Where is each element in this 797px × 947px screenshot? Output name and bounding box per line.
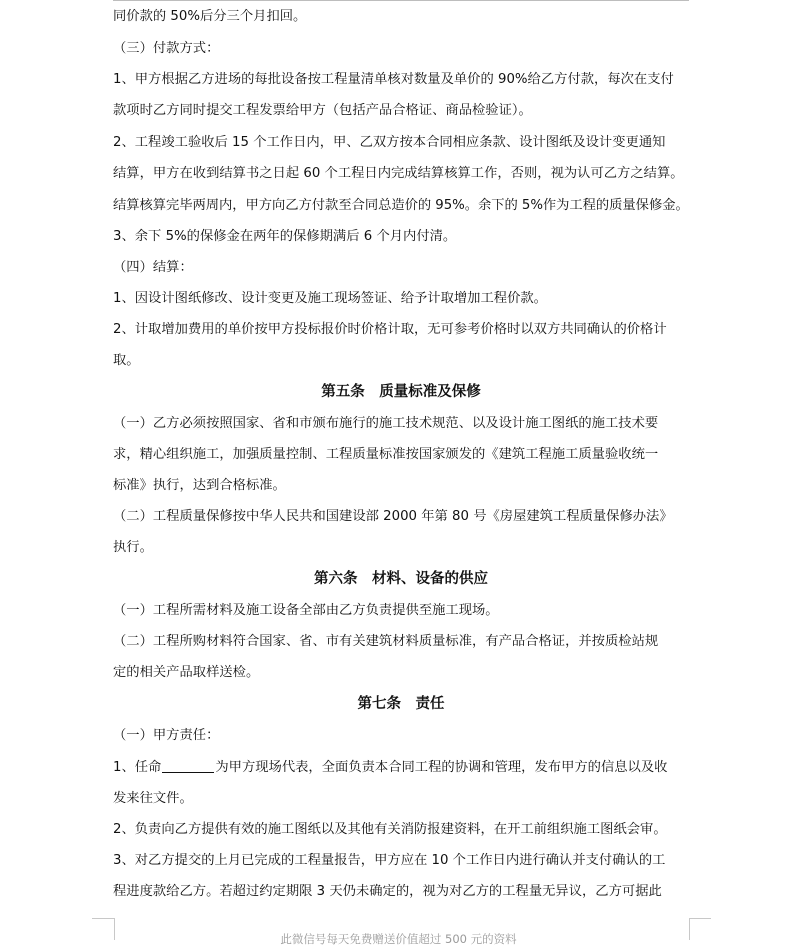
text-line: （一）工程所需材料及施工设备全部由乙方负责提供至施工现场。 (113, 603, 499, 618)
page-corner-mark-left-h (92, 918, 114, 919)
text-line: （二）工程质量保修按中华人民共和国建设部 2000 年第 80 号《房屋建筑工程质量保修办法》 (113, 509, 673, 524)
section-heading: 第五条 质量标准及保修 (321, 383, 481, 400)
text-line: （三）付款方式： (113, 41, 220, 56)
section-heading: 第六条 材料、设备的供应 (314, 570, 488, 587)
text-line: 发来往文件。 (113, 791, 193, 806)
fill-in-blank[interactable] (162, 758, 214, 773)
text-line: （一）乙方必须按照国家、省和市颁布施行的施工技术规范、以及设计施工图纸的施工技术要 (113, 416, 659, 431)
text-line: 2、负责向乙方提供有效的施工图纸以及其他有关消防报建资料，在开工前组织施工图纸会审。 (113, 822, 667, 837)
appoint-suffix: 为甲方现场代表，全面负责本合同工程的协调和管理，发布甲方的信息以及收 (215, 760, 668, 775)
page-top-rule (113, 0, 689, 1)
text-line: 标准》执行，达到合格标准。 (113, 478, 286, 493)
text-line: 同价款的 50%后分三个月扣回。 (113, 9, 307, 24)
text-line: 结算核算完毕两周内，甲方向乙方付款至合同总造价的 95%。余下的 5%作为工程的质量保修金。 (113, 198, 689, 213)
text-line: 1、因设计图纸修改、设计变更及施工现场签证、给予计取增加工程价款。 (113, 291, 547, 306)
text-line: 2、工程竣工验收后 15 个工作日内，甲、乙双方按本合同相应条款、设计图纸及设计变更通知 (113, 135, 666, 150)
appoint-line (113, 758, 667, 778)
text-line: 取。 (113, 353, 140, 368)
footer-watermark-text: 此微信号每天免费赠送价值超过 500 元的资料 (280, 932, 517, 946)
text-line: 款项时乙方同时提交工程发票给甲方（包括产品合格证、商品检验证）。 (113, 103, 532, 118)
section-heading: 第七条 责任 (357, 695, 445, 712)
page-corner-mark-right-h (689, 918, 711, 919)
text-line: （一）甲方责任： (113, 728, 220, 743)
text-line: 执行。 (113, 540, 153, 555)
text-line: （二）工程所购材料符合国家、省、市有关建筑材料质量标准，有产品合格证，并按质检站规 (113, 634, 659, 649)
text-line: 求，精心组织施工，加强质量控制、工程质量标准按国家颁发的《建筑工程施工质量验收统一 (113, 447, 659, 462)
appoint-prefix: 1、任命 (113, 760, 162, 775)
text-line: （四）结算： (113, 260, 193, 275)
text-line: 结算，甲方在收到结算书之日起 60 个工程日内完成结算核算工作，否则，视为认可乙方之结算。 (113, 166, 684, 181)
text-line: 程进度款给乙方。若超过约定期限 3 天仍未确定的，视为对乙方的工程量无异议，乙方可据此 (113, 884, 662, 899)
text-line: 2、计取增加费用的单价按甲方投标报价时价格计取，无可参考价格时以双方共同确认的价格计 (113, 322, 667, 337)
text-line: 3、对乙方提交的上月已完成的工程量报告，甲方应在 10 个工作日内进行确认并支付确认的工 (113, 853, 666, 868)
text-line: 定的相关产品取样送检。 (113, 665, 260, 680)
text-line: 3、余下 5%的保修金在两年的保修期满后 6 个月内付清。 (113, 229, 457, 244)
text-line: 1、甲方根据乙方进场的每批设备按工程量清单核对数量及单价的 90%给乙方付款，每次在支付 (113, 72, 674, 87)
